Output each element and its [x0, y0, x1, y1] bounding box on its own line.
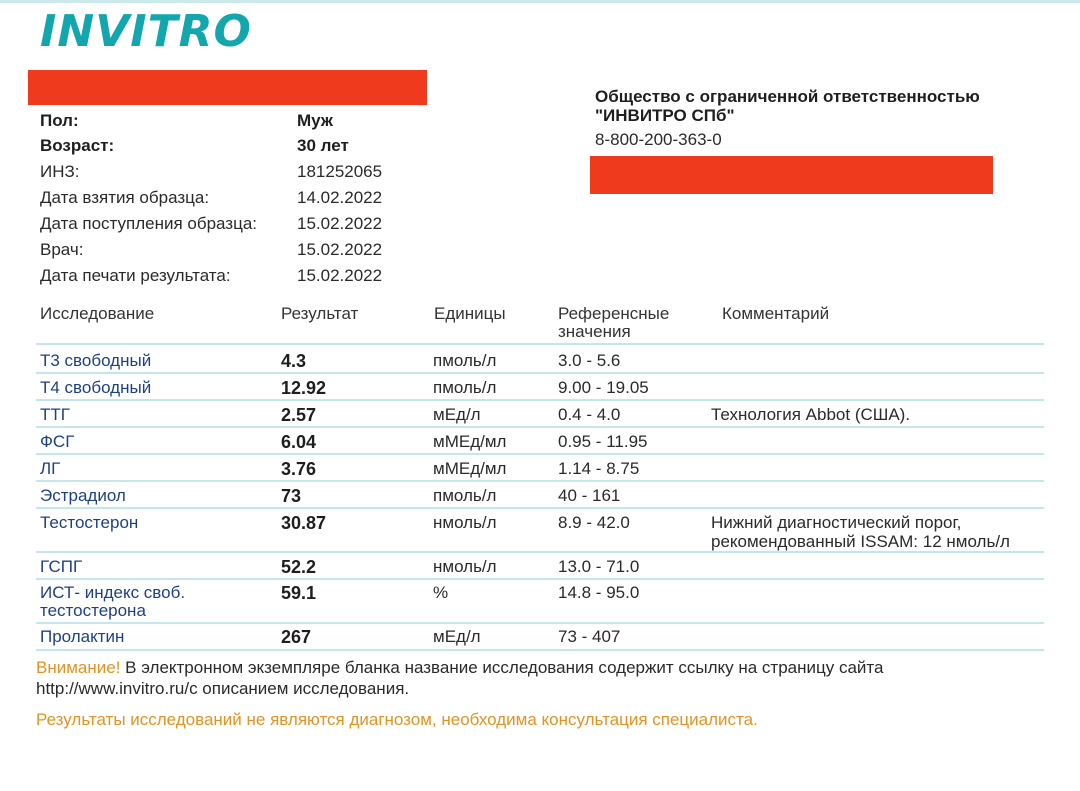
org-name-line2: "ИНВИТРО СПб"	[595, 106, 735, 125]
reference-range: 73 - 407	[558, 627, 621, 646]
header-reference	[558, 305, 669, 341]
reference-range: 3.0 - 5.6	[558, 351, 621, 370]
reference-range: 9.00 - 19.05	[558, 378, 649, 397]
header-study: Исследование	[40, 304, 155, 323]
result-value: 6.04	[281, 432, 317, 452]
age-label: Возраст:	[40, 136, 115, 155]
link-note	[36, 678, 409, 699]
comment: Нижний диагностический порог,	[711, 513, 962, 532]
reference-range: 40 - 161	[558, 486, 621, 505]
attention-text: В электронном экземпляре бланка название исследования содержит ссылку на страницу сайта	[120, 658, 884, 677]
inz-label: ИНЗ:	[40, 162, 80, 181]
units: пмоль/л	[433, 378, 497, 397]
units: пмоль/л	[433, 351, 497, 370]
table-row	[36, 347, 1044, 374]
age-value: 30 лет	[297, 136, 349, 155]
result-value: 59.1	[281, 583, 317, 603]
header-units: Единицы	[434, 304, 506, 323]
sample-date-value: 14.02.2022	[297, 188, 383, 207]
table-row	[36, 509, 1044, 553]
header-comment: Комментарий	[722, 304, 830, 323]
units: нмоль/л	[433, 513, 497, 532]
receipt-date-label: Дата поступления образца:	[40, 214, 258, 233]
redacted-address	[590, 156, 993, 194]
study-link-line2[interactable]: тестостерона	[40, 601, 146, 620]
reference-range: 1.14 - 8.75	[558, 459, 640, 478]
invitro-logo: INVITRO	[40, 6, 252, 57]
comment: Технология Abbot (США).	[711, 405, 911, 424]
reference-range: 13.0 - 71.0	[558, 557, 640, 576]
header-divider	[36, 343, 1044, 345]
table-row	[36, 401, 1044, 428]
reference-range: 0.4 - 4.0	[558, 405, 621, 424]
study-link[interactable]: Пролактин	[40, 627, 125, 646]
units: пмоль/л	[433, 486, 497, 505]
table-row	[36, 428, 1044, 455]
print-date-value: 15.02.2022	[297, 266, 383, 285]
units: мМЕд/мл	[433, 432, 507, 451]
units: %	[433, 583, 449, 602]
result-value: 3.76	[281, 459, 317, 479]
disclaimer: Результаты исследований не являются диагнозом, необходима консультация специалиста.	[36, 710, 758, 729]
inz-value: 181252065	[297, 162, 383, 181]
result-value: 267	[281, 627, 312, 647]
sample-date-label: Дата взятия образца:	[40, 188, 210, 207]
redacted-patient-name	[28, 70, 427, 105]
table-row	[36, 455, 1044, 482]
reference-range: 0.95 - 11.95	[558, 432, 648, 451]
study-link[interactable]: ИСТ- индекс своб.	[40, 583, 186, 602]
invitro-site-link[interactable]: http://www.invitro.ru/	[36, 679, 190, 698]
units: мЕд/л	[433, 627, 481, 646]
gender-value: Муж	[297, 111, 333, 130]
table-row	[36, 553, 1044, 580]
result-value: 30.87	[281, 513, 327, 533]
attention-label: Внимание!	[36, 658, 121, 677]
study-link[interactable]: ЛГ	[40, 459, 61, 478]
result-value: 4.3	[281, 351, 307, 371]
reference-range: 14.8 - 95.0	[558, 583, 640, 602]
header-reference-line1: Референсные	[558, 304, 670, 323]
study-link[interactable]: ГСПГ	[40, 557, 83, 576]
comment-line2: рекомендованный ISSAM: 12 нмоль/л	[711, 532, 1010, 551]
study-link[interactable]: Тестостерон	[40, 513, 139, 532]
study-link[interactable]: Т4 свободный	[40, 378, 152, 397]
table-row	[36, 374, 1044, 401]
units: нмоль/л	[433, 557, 497, 576]
units: мМЕд/мл	[433, 459, 507, 478]
gender-label: Пол:	[40, 111, 79, 130]
attention-note	[36, 657, 883, 678]
study-link[interactable]: Эстрадиол	[40, 486, 126, 505]
header-reference-line2: значения	[558, 322, 631, 341]
result-value: 52.2	[281, 557, 317, 577]
result-value: 2.57	[281, 405, 317, 425]
study-link[interactable]: Т3 свободный	[40, 351, 152, 370]
table-row	[36, 624, 1044, 651]
units: мЕд/л	[433, 405, 481, 424]
table-row	[36, 482, 1044, 509]
reference-range: 8.9 - 42.0	[558, 513, 630, 532]
receipt-date-value: 15.02.2022	[297, 214, 383, 233]
doctor-label: Врач:	[40, 240, 84, 259]
header-result: Результат	[281, 304, 359, 323]
table-row	[36, 580, 1044, 624]
doctor-value: 15.02.2022	[297, 240, 383, 259]
print-date-label: Дата печати результата:	[40, 266, 231, 285]
org-phone: 8-800-200-363-0	[595, 130, 722, 149]
link-suffix: с описанием исследования.	[189, 679, 410, 698]
top-border	[0, 0, 1080, 3]
study-link[interactable]: ТТГ	[40, 405, 70, 424]
result-value: 73	[281, 486, 302, 506]
study-link[interactable]: ФСГ	[40, 432, 75, 451]
org-name-line1: Общество с ограниченной ответственностью	[595, 87, 980, 106]
result-value: 12.92	[281, 378, 327, 398]
